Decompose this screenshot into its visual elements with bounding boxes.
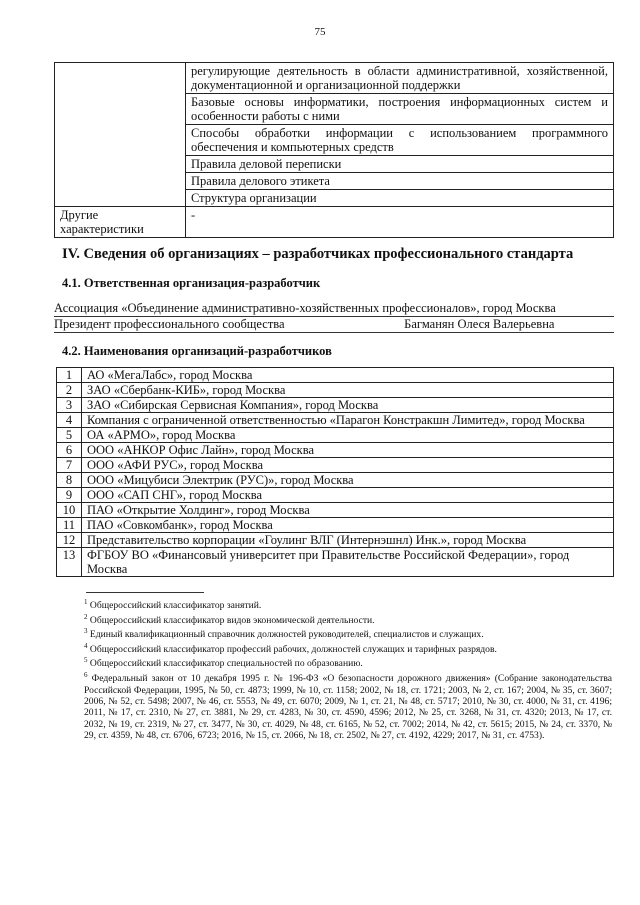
footnote (84, 655, 612, 670)
organization-name: ООО «Мицубиси Электрик (РУС)», город Москва (82, 473, 614, 488)
responsible-organization-block (54, 301, 614, 333)
footnote-text: Общероссийский классификатор специальностей по образованию. (87, 658, 363, 670)
table-row (55, 63, 614, 94)
table-row (57, 458, 614, 473)
table-row (57, 488, 614, 503)
table-row (57, 428, 614, 443)
organization-name: ООО «АФИ РУС», город Москва (82, 458, 614, 473)
table-row (57, 383, 614, 398)
requirement-cell: - (186, 207, 614, 238)
organization-name: Ассоциация «Объединение административно-хозяйственных профессионалов», город Москва (54, 301, 556, 315)
president-row (54, 317, 614, 333)
organization-name: Представительство корпорации «Гоулинг ВЛГ (Интернэшнл) Инк.», город Москва (82, 533, 614, 548)
table-row (57, 503, 614, 518)
row-number: 5 (57, 428, 82, 443)
requirement-cell: Правила делового этикета (186, 173, 614, 190)
row-number: 3 (57, 398, 82, 413)
row-number: 13 (57, 548, 82, 577)
organization-name: ООО «АНКОР Офис Лайн», город Москва (82, 443, 614, 458)
table-row (57, 368, 614, 383)
section-title: IV. Сведения об организациях – разработчиках профессионального стандарта (62, 246, 574, 262)
requirement-cell: Структура организации (186, 190, 614, 207)
organization-name: АО «МегаЛабс», город Москва (82, 368, 614, 383)
table-row (55, 207, 614, 238)
left-cell (55, 63, 186, 207)
organization-name: ЗАО «Сибирская Сервисная Компания», город Москва (82, 398, 614, 413)
footnote-text: Единый квалификационный справочник должностей руководителей, специалистов и служащих. (87, 629, 484, 641)
president-title: Президент профессионального сообщества (54, 317, 285, 331)
row-number: 1 (57, 368, 82, 383)
organization-name: ПАО «Совкомбанк», город Москва (82, 518, 614, 533)
footnote-mark: 6 (84, 670, 88, 679)
row-number: 6 (57, 443, 82, 458)
page-number: 75 (314, 26, 326, 38)
row-number: 8 (57, 473, 82, 488)
requirement-cell: регулирующие деятельность в области административной, хозяйственной, документационной и организационной поддержки (186, 63, 614, 94)
footnote (84, 626, 612, 641)
footnote-text: Общероссийский классификатор занятий. (87, 600, 262, 612)
footnote (84, 670, 612, 742)
row-number: 9 (57, 488, 82, 503)
row-number: 7 (57, 458, 82, 473)
table-row (57, 473, 614, 488)
table-row (57, 518, 614, 533)
footnote (84, 612, 612, 627)
table-row (57, 443, 614, 458)
organization-name: Компания с ограниченной ответственностью «Парагон Констракшн Лимитед», город Москва (82, 413, 614, 428)
requirement-cell: Базовые основы информатики, построения информационных систем и особенности работы с ними (186, 94, 614, 125)
footnote-mark: 2 (84, 612, 88, 621)
footnote-mark: 3 (84, 627, 88, 636)
organization-name: ООО «САП СНГ», город Москва (82, 488, 614, 503)
row-number: 12 (57, 533, 82, 548)
organization-row (54, 301, 614, 317)
subsection-title-responsible: 4.1. Ответственная организация-разработчик (62, 276, 321, 290)
requirement-cell: Способы обработки информации с использованием программного обеспечения и компьютерных средств (186, 125, 614, 156)
president-name: Багманян Олеся Валерьевна (404, 317, 555, 331)
table-row (57, 548, 614, 577)
footnotes (84, 597, 612, 742)
row-number: 2 (57, 383, 82, 398)
row-number: 4 (57, 413, 82, 428)
organization-name: ЗАО «Сбербанк-КИБ», город Москва (82, 383, 614, 398)
footnote (84, 641, 612, 656)
developers-table (56, 367, 614, 577)
footnote-mark: 5 (84, 656, 88, 665)
table-row (57, 398, 614, 413)
requirements-table (54, 62, 614, 238)
organization-name: ФГБОУ ВО «Финансовый университет при Правительстве Российской Федерации», город Москва (82, 548, 614, 577)
footnote-text: Федеральный закон от 10 декабря 1995 г. № 196-ФЗ «О безопасности дорожного движения» (Собрание законодательства Российской Федерации, 1995, № 50, ст. 4873; 1999, № 10, ст. 1158; 2002, № 18, ст. 1721; 2003, № 2, ст. 167; 2004, № 35, ст. 3607; 2006, № 52, ст. 5498; 2007, № 46, ст. 5553, № 49, ст. 6070; 2009, № 1, ст. 21, № 48, ст. 5717; 2010, № 30, ст. 4000, № 31, ст. 4196; 2011, № 17, ст. 2310, № 27, ст. 3881, № 29, ст. 4283, № 30, ст. 4590, 4596; 2012, № 25, ст. 3268, № 31, ст. 4320; 2013, № 17, ст. 2032, № 19, ст. 2319, № 27, ст. 3477, № 30, ст. 4029, № 48, ст. 6165, № 52, ст. 7002; 2014, № 42, ст. 5615; 2015, № 24, ст. 3370, № 29, ст. 4359, № 48, ст. 6706, 6723; 2016, № 15, ст. 2066, № 18, ст. 2502, № 27, ст. 4192, 4229; 2017, № 31, ст. 4753). (84, 673, 612, 742)
requirement-cell: Правила деловой переписки (186, 156, 614, 173)
footnote-text: Общероссийский классификатор профессий рабочих, должностей служащих и тарифных разрядов. (87, 643, 497, 655)
organization-name: ПАО «Открытие Холдинг», город Москва (82, 503, 614, 518)
row-number: 11 (57, 518, 82, 533)
other-characteristics-label: Другие характеристики (55, 207, 186, 238)
table-row (57, 413, 614, 428)
table-row (57, 533, 614, 548)
subsection-title-developers: 4.2. Наименования организаций-разработчиков (62, 344, 332, 358)
footnote-mark: 4 (84, 641, 88, 650)
footnote-text: Общероссийский классификатор видов экономической деятельности. (87, 614, 375, 626)
row-number: 10 (57, 503, 82, 518)
footnote-divider (86, 592, 204, 593)
organization-name: ОА «АРМО», город Москва (82, 428, 614, 443)
footnote (84, 597, 612, 612)
footnote-mark: 1 (84, 598, 88, 606)
